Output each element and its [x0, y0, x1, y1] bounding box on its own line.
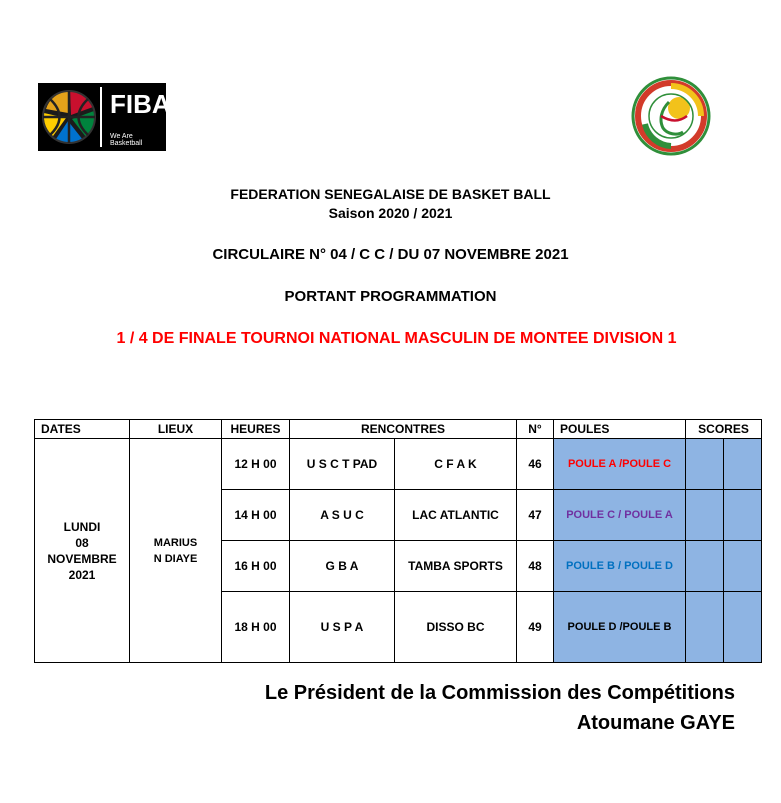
home-team-cell: A S U C: [290, 490, 395, 541]
score-home-cell: [686, 592, 724, 663]
col-numero: N°: [517, 420, 554, 439]
federation-name: FEDERATION SENEGALAISE DE BASKET BALL: [230, 186, 551, 202]
date-cell: [35, 439, 130, 663]
lieu-line-2: N DIAYE: [153, 552, 198, 565]
fsbb-emblem-icon: [631, 76, 711, 156]
col-poules: POULES: [554, 420, 686, 439]
match-number-cell: 48: [517, 541, 554, 592]
lieu-line-1: MARIUS: [153, 536, 198, 549]
match-number-cell: 49: [517, 592, 554, 663]
fiba-word: FIBA: [110, 89, 171, 119]
match-number-cell: 46: [517, 439, 554, 490]
fiba-wordmark: [102, 83, 171, 151]
away-team-cell: LAC ATLANTIC: [395, 490, 517, 541]
col-rencontres: RENCONTRES: [290, 420, 517, 439]
signature-name: Atoumane GAYE: [576, 712, 735, 734]
score-away-cell: [724, 541, 762, 592]
away-team-cell: TAMBA SPORTS: [395, 541, 517, 592]
score-home-cell: [686, 541, 724, 592]
subject-line: PORTANT PROGRAMMATION: [284, 288, 497, 305]
competition-title: 1 / 4 DE FINALE TOURNOI NATIONAL MASCULIN DE MONTEE DIVISION 1: [116, 330, 677, 347]
date-number: 08: [75, 535, 89, 550]
heure-cell: 16 H 00: [222, 541, 290, 592]
home-team-cell: U S C T PAD: [290, 439, 395, 490]
poule-cell: POULE C / POULE A: [554, 490, 686, 541]
poule-cell: POULE B / POULE D: [554, 541, 686, 592]
col-heures: HEURES: [222, 420, 290, 439]
signature-title: Le Président de la Commission des Compétitions: [264, 682, 735, 704]
col-dates: DATES: [35, 420, 130, 439]
table-header-row: [35, 420, 762, 439]
heure-cell: 18 H 00: [222, 592, 290, 663]
score-home-cell: [686, 439, 724, 490]
poule-cell: POULE D /POULE B: [554, 592, 686, 663]
away-team-cell: DISSO BC: [395, 592, 517, 663]
home-team-cell: U S P A: [290, 592, 395, 663]
date-month: NOVEMBRE: [47, 551, 117, 566]
date-day: LUNDI: [63, 519, 101, 534]
match-number-cell: 47: [517, 490, 554, 541]
table-row: [35, 439, 762, 490]
circular-title: CIRCULAIRE N° 04 / C C / DU 07 NOVEMBRE 2021: [212, 246, 569, 263]
away-team-cell: C F A K: [395, 439, 517, 490]
fiba-tagline: We Are Basketball: [110, 133, 143, 147]
col-lieux: LIEUX: [130, 420, 222, 439]
score-away-cell: [724, 592, 762, 663]
col-scores: SCORES: [686, 420, 762, 439]
score-away-cell: [724, 439, 762, 490]
fiba-ball-icon: [38, 83, 100, 151]
poule-cell: POULE A /POULE C: [554, 439, 686, 490]
programme-table: [34, 419, 762, 663]
season-label: Saison 2020 / 2021: [328, 205, 453, 221]
score-home-cell: [686, 490, 724, 541]
home-team-cell: G B A: [290, 541, 395, 592]
fiba-logo: [38, 83, 171, 151]
score-away-cell: [724, 490, 762, 541]
lieu-cell: [130, 439, 222, 663]
heure-cell: 14 H 00: [222, 490, 290, 541]
heure-cell: 12 H 00: [222, 439, 290, 490]
date-year: 2021: [68, 567, 96, 582]
